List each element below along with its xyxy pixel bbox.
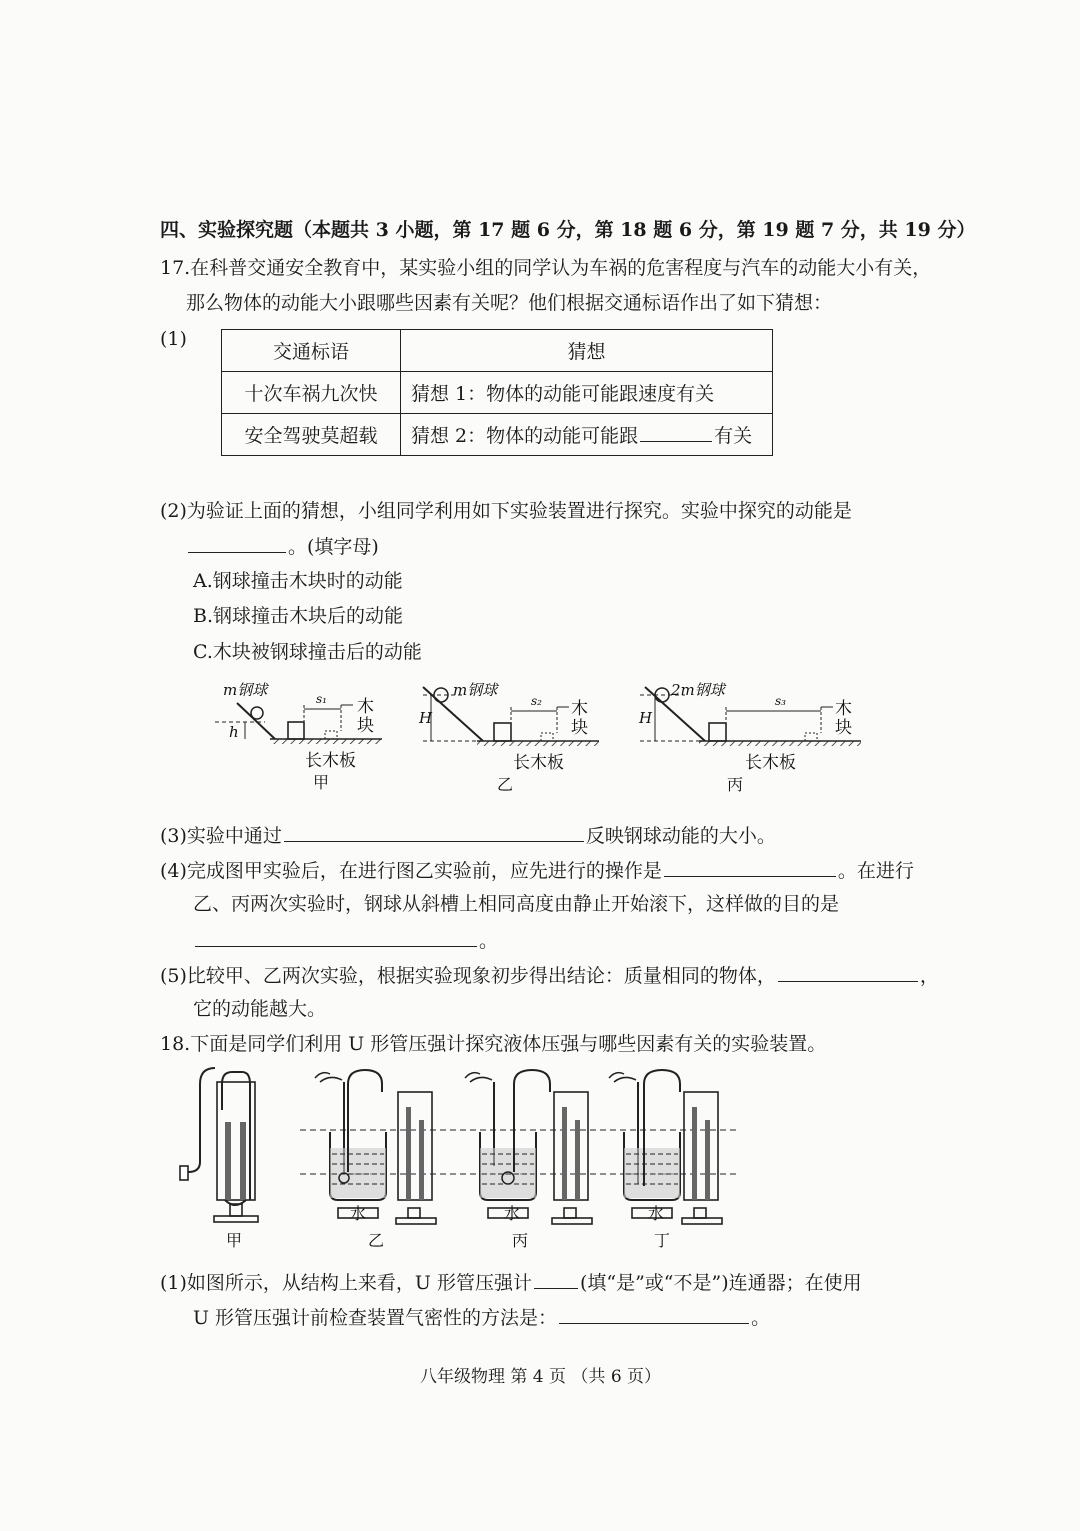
manometer-bing	[465, 1070, 592, 1250]
q18-part1-suffix: (填“是”或“不是”)连通器；在使用	[579, 1272, 862, 1294]
q18-part1-line1	[160, 1268, 862, 1296]
q17-part3	[160, 821, 776, 849]
manometer-ding	[609, 1070, 722, 1250]
liquid-label: 水	[350, 1204, 367, 1223]
q17-part2-line1: (2)为验证上面的猜想，小组同学利用如下实验装置进行探究。实验中探究的动能是	[160, 500, 852, 522]
option-a: A.钢球撞击木块时的动能	[193, 570, 403, 592]
option-c: C.木块被钢球撞击后的动能	[193, 641, 422, 663]
distance-label: s₃	[775, 694, 786, 708]
table-header-guess: 猜想	[401, 330, 773, 372]
q17-part4-line2: 乙、丙两次实验时，钢球从斜槽上相同高度由静止开始滚下，这样做的目的是	[193, 893, 840, 915]
q18-connector-blank[interactable]	[534, 1268, 578, 1289]
figure-jia	[215, 681, 382, 792]
option-b: B.钢球撞击木块后的动能	[193, 605, 404, 627]
figure-bing	[638, 681, 861, 794]
figure-caption: 甲	[313, 773, 330, 792]
part4-suffix: 。在进行	[837, 860, 914, 882]
guess2-suffix: 有关	[714, 425, 753, 447]
q18-airtight-blank[interactable]	[559, 1303, 749, 1324]
q17-part2-line2	[186, 532, 379, 560]
part3-prefix: (3)实验中通过	[160, 825, 282, 847]
block-label-2: 块	[835, 718, 852, 738]
part3-answer-blank[interactable]	[284, 821, 584, 842]
part4-purpose-blank[interactable]	[195, 926, 477, 947]
figure-caption: 乙	[497, 775, 514, 794]
u-tube-manometer-figures	[170, 1062, 750, 1252]
wood-block	[494, 723, 511, 741]
part2-suffix: 。(填字母)	[288, 536, 379, 558]
wood-block	[288, 722, 304, 739]
guess2-prefix: 猜想 2：物体的动能可能跟	[411, 425, 639, 447]
q17-part4-line3	[193, 926, 498, 954]
part4-line3-suffix: 。	[479, 930, 499, 952]
height-label: H	[639, 709, 653, 727]
q18-airtight-suffix: 。	[751, 1307, 771, 1329]
part2-answer-blank[interactable]	[188, 532, 286, 553]
height-label: H	[419, 709, 433, 727]
q18-part1-line2	[193, 1303, 770, 1331]
block-label-1: 木	[571, 699, 588, 719]
distance-label: s₂	[531, 694, 542, 708]
figure-yi	[418, 681, 599, 794]
part5-suffix: ，	[919, 965, 939, 987]
q17-part1-label: (1)	[160, 328, 187, 350]
section-title: 四、实验探究题（本题共 3 小题，第 17 题 6 分，第 18 题 6 分，第 19 题 7 分，共 19 分）	[160, 219, 976, 241]
board-label: 长木板	[745, 753, 796, 773]
wood-block	[709, 723, 726, 741]
ball-label: m钢球	[453, 681, 498, 699]
table-cell-slogan: 十次车祸九次快	[222, 372, 401, 414]
liquid-label: 水	[504, 1204, 521, 1223]
table-row	[222, 414, 773, 456]
table-cell-guess	[401, 414, 773, 456]
table-cell-guess: 猜想 1：物体的动能可能跟速度有关	[401, 372, 773, 414]
kinetic-energy-figures	[215, 675, 875, 800]
part4-prefix: (4)完成图甲实验后，在进行图乙实验前，应先进行的操作是	[160, 860, 662, 882]
part5-prefix: (5)比较甲、乙两次实验，根据实验现象初步得出结论：质量相同的物体，	[160, 965, 776, 987]
distance-label: s₁	[316, 692, 327, 706]
board-label: 长木板	[513, 753, 564, 773]
table-header-slogan: 交通标语	[222, 330, 401, 372]
q17-stem-line2: 那么物体的动能大小跟哪些因素有关呢？他们根据交通标语作出了如下猜想：	[186, 292, 833, 314]
q17-part5-line2: 它的动能越大。	[193, 998, 327, 1020]
part5-answer-blank[interactable]	[778, 961, 918, 982]
q18-airtight-prefix: U 形管压强计前检查装置气密性的方法是：	[193, 1307, 558, 1329]
table-header-row	[222, 330, 773, 372]
page-footer: 八年级物理 第 4 页 （共 6 页）	[420, 1367, 662, 1387]
ball-label: 2m钢球	[671, 681, 725, 699]
q17-part5-line1	[160, 961, 939, 989]
manometer-yi	[315, 1070, 436, 1250]
part4-operation-blank[interactable]	[664, 856, 836, 877]
block-label-2: 块	[571, 718, 588, 738]
figure-caption: 乙	[368, 1231, 385, 1250]
block-label-1: 木	[357, 697, 374, 717]
table-row	[222, 372, 773, 414]
q17-part4-line1	[160, 856, 914, 884]
height-label: h	[229, 723, 239, 741]
steel-ball	[251, 707, 263, 719]
guess2-answer-blank[interactable]	[640, 421, 712, 442]
board-label: 长木板	[305, 751, 356, 771]
figure-caption: 丁	[654, 1231, 671, 1250]
guess-table	[221, 329, 773, 456]
figure-caption: 丙	[727, 775, 744, 794]
q18-part1-prefix: (1)如图所示，从结构上来看，U 形管压强计	[160, 1272, 532, 1294]
block-label-1: 木	[835, 699, 852, 719]
liquid-label: 水	[648, 1204, 665, 1223]
q18-stem: 18.下面是同学们利用 U 形管压强计探究液体压强与哪些因素有关的实验装置。	[160, 1033, 827, 1055]
figure-caption: 甲	[226, 1231, 243, 1250]
ball-label: m钢球	[223, 681, 268, 699]
q17-stem-line1: 17.在科普交通安全教育中，某实验小组的同学认为车祸的危害程度与汽车的动能大小有关，	[160, 257, 932, 279]
block-label-2: 块	[357, 716, 374, 736]
part3-suffix: 反映钢球动能的大小。	[585, 825, 776, 847]
table-cell-slogan: 安全驾驶莫超载	[222, 414, 401, 456]
figure-caption: 丙	[512, 1231, 529, 1250]
manometer-jia	[180, 1068, 258, 1250]
